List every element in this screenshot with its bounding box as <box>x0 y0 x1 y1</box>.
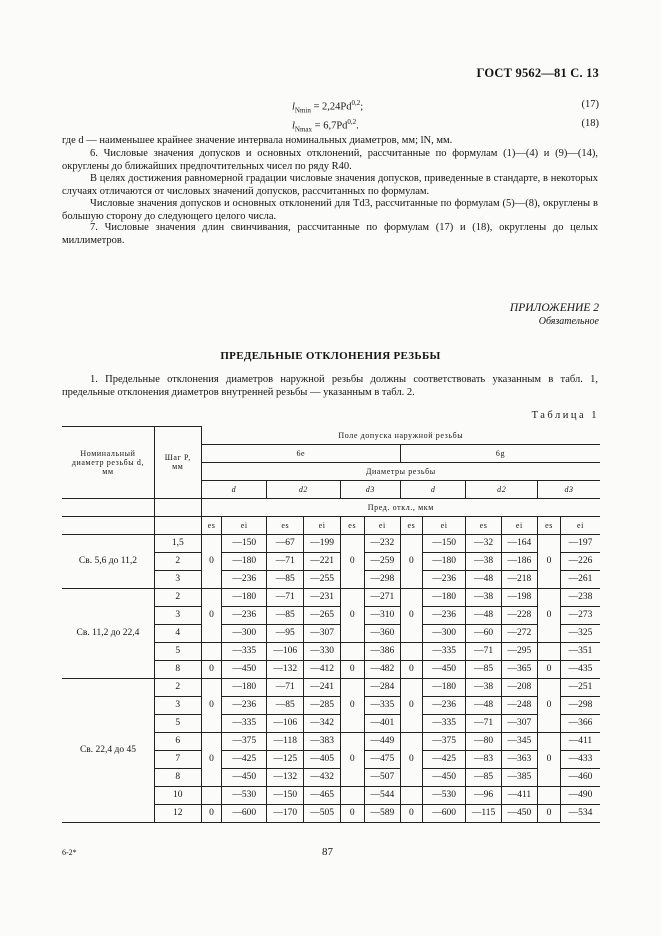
value-cell: —600 <box>222 804 267 822</box>
step-cell: 8 <box>154 768 201 786</box>
paragraph-where: где d — наименьшее крайнее значение интервала номинальных диаметров, мм; lN, мм. <box>62 135 453 146</box>
value-cell: —450 <box>501 804 537 822</box>
value-cell: —236 <box>222 570 267 588</box>
header-blank-d <box>154 516 201 534</box>
value-cell: —180 <box>222 552 267 570</box>
value-cell: —228 <box>501 606 537 624</box>
value-cell: —335 <box>222 642 267 660</box>
value-cell: —450 <box>222 660 267 678</box>
value-cell: —435 <box>560 660 600 678</box>
value-cell: —450 <box>222 768 267 786</box>
section-title: ПРЕДЕЛЬНЫЕ ОТКЛОНЕНИЯ РЕЗЬБЫ <box>220 350 441 362</box>
value-cell: —60 <box>466 624 501 642</box>
value-cell: —383 <box>304 732 340 750</box>
value-cell: —259 <box>364 552 400 570</box>
es-cell <box>538 642 561 660</box>
paragraph-7: 7. Числовые значения длин свинчивания, рассчитанные по формулам (17) и (18), округлены до целых миллиметров. <box>62 222 598 246</box>
nominal-diameter-cell: Св. 11,2 до 22,4 <box>62 588 154 678</box>
value-cell: —482 <box>364 660 400 678</box>
appendix-title: ПРИЛОЖЕНИЕ 2 <box>509 302 599 314</box>
es-cell <box>340 786 364 804</box>
value-cell: —83 <box>466 750 501 768</box>
value-cell: —180 <box>422 588 466 606</box>
value-cell: —544 <box>364 786 400 804</box>
value-cell: —236 <box>422 570 466 588</box>
header-ei: ei <box>501 516 537 534</box>
formula-17: $l_{Nmin} = 2,24Pd^{0,2}$; <box>292 99 364 115</box>
value-cell: —32 <box>466 534 501 552</box>
value-cell: —150 <box>222 534 267 552</box>
value-cell: —342 <box>304 714 340 732</box>
es-cell <box>401 786 423 804</box>
value-cell: —360 <box>364 624 400 642</box>
header-ei: ei <box>364 516 400 534</box>
header-d2-6g: d2 <box>466 480 538 498</box>
table-row <box>62 534 600 552</box>
deviation-table <box>62 426 600 823</box>
es-cell <box>201 642 222 660</box>
es-cell: 0 <box>201 534 222 588</box>
step-cell: 4 <box>154 624 201 642</box>
value-cell: —490 <box>560 786 600 804</box>
value-cell: —449 <box>364 732 400 750</box>
value-cell: —236 <box>422 696 466 714</box>
es-cell <box>538 786 561 804</box>
formula-18: $l_{Nmax} = 6,7Pd^{0,2}$. <box>292 118 359 134</box>
value-cell: —71 <box>267 678 304 696</box>
value-cell: —48 <box>466 570 501 588</box>
es-cell: 0 <box>340 804 364 822</box>
step-cell: 3 <box>154 570 201 588</box>
value-cell: —505 <box>304 804 340 822</box>
value-cell: —170 <box>267 804 304 822</box>
value-cell: —405 <box>304 750 340 768</box>
value-cell: —80 <box>466 732 501 750</box>
value-cell: —265 <box>304 606 340 624</box>
value-cell: —241 <box>304 678 340 696</box>
value-cell: —125 <box>267 750 304 768</box>
es-cell: 0 <box>340 678 364 732</box>
value-cell: —307 <box>501 714 537 732</box>
step-cell: 10 <box>154 786 201 804</box>
es-cell: 0 <box>401 534 423 588</box>
value-cell: —507 <box>364 768 400 786</box>
value-cell: —298 <box>560 696 600 714</box>
value-cell: —375 <box>222 732 267 750</box>
paragraph-td3: Числовые значения допусков и основных отклонений для Td3, рассчитанные по формулам (5)—(8), округлены в большую сторону до следующего целого числа. <box>62 198 598 222</box>
header-blank-b <box>154 498 201 516</box>
value-cell: —71 <box>267 588 304 606</box>
value-cell: —150 <box>422 534 466 552</box>
header-d3-6g: d3 <box>538 480 600 498</box>
table-row <box>62 678 600 696</box>
value-cell: —180 <box>222 678 267 696</box>
value-cell: —335 <box>422 714 466 732</box>
es-cell: 0 <box>201 732 222 786</box>
value-cell: —450 <box>422 768 466 786</box>
value-cell: —433 <box>560 750 600 768</box>
header-es: es <box>466 516 501 534</box>
value-cell: —132 <box>267 768 304 786</box>
value-cell: —248 <box>501 696 537 714</box>
header-ei: ei <box>422 516 466 534</box>
es-cell: 0 <box>538 804 561 822</box>
es-cell: 0 <box>201 588 222 642</box>
value-cell: —226 <box>560 552 600 570</box>
nominal-diameter-cell: Св. 22,4 до 45 <box>62 678 154 822</box>
value-cell: —180 <box>422 678 466 696</box>
value-cell: —85 <box>267 696 304 714</box>
header-es: es <box>538 516 561 534</box>
value-cell: —465 <box>304 786 340 804</box>
value-cell: —95 <box>267 624 304 642</box>
header-ei: ei <box>560 516 600 534</box>
es-cell: 0 <box>401 804 423 822</box>
value-cell: —366 <box>560 714 600 732</box>
value-cell: —412 <box>304 660 340 678</box>
value-cell: —385 <box>501 768 537 786</box>
value-cell: —251 <box>560 678 600 696</box>
value-cell: —236 <box>422 606 466 624</box>
step-cell: 3 <box>154 606 201 624</box>
value-cell: —363 <box>501 750 537 768</box>
value-cell: —335 <box>422 642 466 660</box>
value-cell: —232 <box>364 534 400 552</box>
es-cell <box>340 642 364 660</box>
nominal-diameter-cell: Св. 5,6 до 11,2 <box>62 534 154 588</box>
value-cell: —85 <box>466 768 501 786</box>
value-cell: —199 <box>304 534 340 552</box>
value-cell: —238 <box>560 588 600 606</box>
value-cell: —475 <box>364 750 400 768</box>
header-es: es <box>267 516 304 534</box>
header-es: es <box>201 516 222 534</box>
value-cell: —208 <box>501 678 537 696</box>
header-ei: ei <box>222 516 267 534</box>
step-cell: 2 <box>154 552 201 570</box>
value-cell: —375 <box>422 732 466 750</box>
value-cell: —600 <box>422 804 466 822</box>
header-blank-c <box>62 516 154 534</box>
value-cell: —386 <box>364 642 400 660</box>
table-row <box>62 588 600 606</box>
header-thread-diameters: Диаметры резьбы <box>201 462 600 480</box>
value-cell: —85 <box>267 570 304 588</box>
paragraph-intro: 1. Предельные отклонения диаметров наружной резьбы должны соответствовать указанным в табл. 1, предельные отклонения диаметров внутренней резьбы — указанным в табл. 2. <box>62 374 598 398</box>
value-cell: —67 <box>267 534 304 552</box>
value-cell: —180 <box>222 588 267 606</box>
page-header: ГОСТ 9562—81 С. 13 <box>476 66 599 80</box>
value-cell: —273 <box>560 606 600 624</box>
header-d-6g: d <box>401 480 466 498</box>
step-cell: 7 <box>154 750 201 768</box>
appendix-subtitle: Обязательное <box>538 316 599 327</box>
value-cell: —231 <box>304 588 340 606</box>
step-cell: 1,5 <box>154 534 201 552</box>
header-d3-6e: d3 <box>340 480 400 498</box>
header-es: es <box>401 516 423 534</box>
value-cell: —411 <box>560 732 600 750</box>
value-cell: —345 <box>501 732 537 750</box>
step-cell: 6 <box>154 732 201 750</box>
es-cell: 0 <box>401 660 423 678</box>
paragraph-gradation: В целях достижения равномерной градации числовые значения допусков, приведенные в стандарте, в некоторых случаях отличаются от числовых значений допусков, рассчитанных по формулам. <box>62 173 598 197</box>
appendix-label <box>510 302 599 328</box>
header-blank-a <box>62 498 154 516</box>
value-cell: —530 <box>222 786 267 804</box>
value-cell: —285 <box>304 696 340 714</box>
header-d-6e: d <box>201 480 266 498</box>
step-cell: 2 <box>154 588 201 606</box>
value-cell: —351 <box>560 642 600 660</box>
formula-18-number: (18) <box>581 118 599 129</box>
value-cell: —460 <box>560 768 600 786</box>
value-cell: —236 <box>222 696 267 714</box>
value-cell: —300 <box>222 624 267 642</box>
value-cell: —85 <box>267 606 304 624</box>
value-cell: —330 <box>304 642 340 660</box>
es-cell: 0 <box>340 534 364 588</box>
value-cell: —365 <box>501 660 537 678</box>
header-step: Шаг P, мм <box>154 427 201 499</box>
value-cell: —106 <box>267 714 304 732</box>
value-cell: —132 <box>267 660 304 678</box>
value-cell: —85 <box>466 660 501 678</box>
footer-signature: 6-2* <box>62 848 77 857</box>
page-number: 87 <box>322 846 333 858</box>
value-cell: —335 <box>222 714 267 732</box>
value-cell: —255 <box>304 570 340 588</box>
es-cell: 0 <box>538 678 561 732</box>
header-nominal-diameter: Номинальный диаметр резьбы d, мм <box>62 427 154 499</box>
header-d2-6e: d2 <box>267 480 341 498</box>
step-cell: 8 <box>154 660 201 678</box>
es-cell: 0 <box>201 678 222 732</box>
step-cell: 12 <box>154 804 201 822</box>
value-cell: —300 <box>422 624 466 642</box>
value-cell: —425 <box>222 750 267 768</box>
value-cell: —38 <box>466 588 501 606</box>
value-cell: —198 <box>501 588 537 606</box>
header-es: es <box>340 516 364 534</box>
table-body <box>62 534 600 822</box>
value-cell: —218 <box>501 570 537 588</box>
value-cell: —71 <box>267 552 304 570</box>
value-cell: —106 <box>267 642 304 660</box>
table-caption: Таблица 1 <box>531 410 599 421</box>
es-cell <box>201 786 222 804</box>
es-cell: 0 <box>340 660 364 678</box>
es-cell: 0 <box>538 588 561 642</box>
paragraph-6: 6. Числовые значения допусков и основных отклонений, рассчитанные по формулам (1)—(4) и (9)—(14), округлены до ближайших предпочтительных чисел по ряду R40. <box>62 148 598 172</box>
value-cell: —180 <box>422 552 466 570</box>
header-ei: ei <box>304 516 340 534</box>
step-cell: 3 <box>154 696 201 714</box>
value-cell: —48 <box>466 606 501 624</box>
es-cell <box>401 642 423 660</box>
value-cell: —115 <box>466 804 501 822</box>
value-cell: —96 <box>466 786 501 804</box>
step-cell: 5 <box>154 642 201 660</box>
value-cell: —589 <box>364 804 400 822</box>
formula-17-number: (17) <box>581 99 599 110</box>
value-cell: —71 <box>466 714 501 732</box>
value-cell: —197 <box>560 534 600 552</box>
value-cell: —530 <box>422 786 466 804</box>
value-cell: —261 <box>560 570 600 588</box>
es-cell: 0 <box>340 588 364 642</box>
value-cell: —450 <box>422 660 466 678</box>
value-cell: —118 <box>267 732 304 750</box>
value-cell: —38 <box>466 552 501 570</box>
header-tolerance-field: Поле допуска наружной резьбы <box>201 427 600 445</box>
es-cell: 0 <box>538 534 561 588</box>
header-deviations: Пред. откл., мкм <box>201 498 600 516</box>
es-cell: 0 <box>340 732 364 786</box>
value-cell: —335 <box>364 696 400 714</box>
value-cell: —295 <box>501 642 537 660</box>
value-cell: —401 <box>364 714 400 732</box>
value-cell: —298 <box>364 570 400 588</box>
value-cell: —307 <box>304 624 340 642</box>
value-cell: —534 <box>560 804 600 822</box>
step-cell: 2 <box>154 678 201 696</box>
es-cell: 0 <box>538 732 561 786</box>
value-cell: —432 <box>304 768 340 786</box>
value-cell: —411 <box>501 786 537 804</box>
value-cell: —71 <box>466 642 501 660</box>
value-cell: —164 <box>501 534 537 552</box>
header-6g: 6g <box>401 444 600 462</box>
es-cell: 0 <box>538 660 561 678</box>
value-cell: —221 <box>304 552 340 570</box>
value-cell: —325 <box>560 624 600 642</box>
value-cell: —38 <box>466 678 501 696</box>
value-cell: —236 <box>222 606 267 624</box>
header-6e: 6e <box>201 444 400 462</box>
es-cell: 0 <box>201 804 222 822</box>
value-cell: —310 <box>364 606 400 624</box>
value-cell: —272 <box>501 624 537 642</box>
step-cell: 5 <box>154 714 201 732</box>
value-cell: —425 <box>422 750 466 768</box>
value-cell: —284 <box>364 678 400 696</box>
es-cell: 0 <box>201 660 222 678</box>
es-cell: 0 <box>401 588 423 642</box>
value-cell: —186 <box>501 552 537 570</box>
value-cell: —271 <box>364 588 400 606</box>
value-cell: —150 <box>267 786 304 804</box>
value-cell: —48 <box>466 696 501 714</box>
es-cell: 0 <box>401 678 423 732</box>
es-cell: 0 <box>401 732 423 786</box>
